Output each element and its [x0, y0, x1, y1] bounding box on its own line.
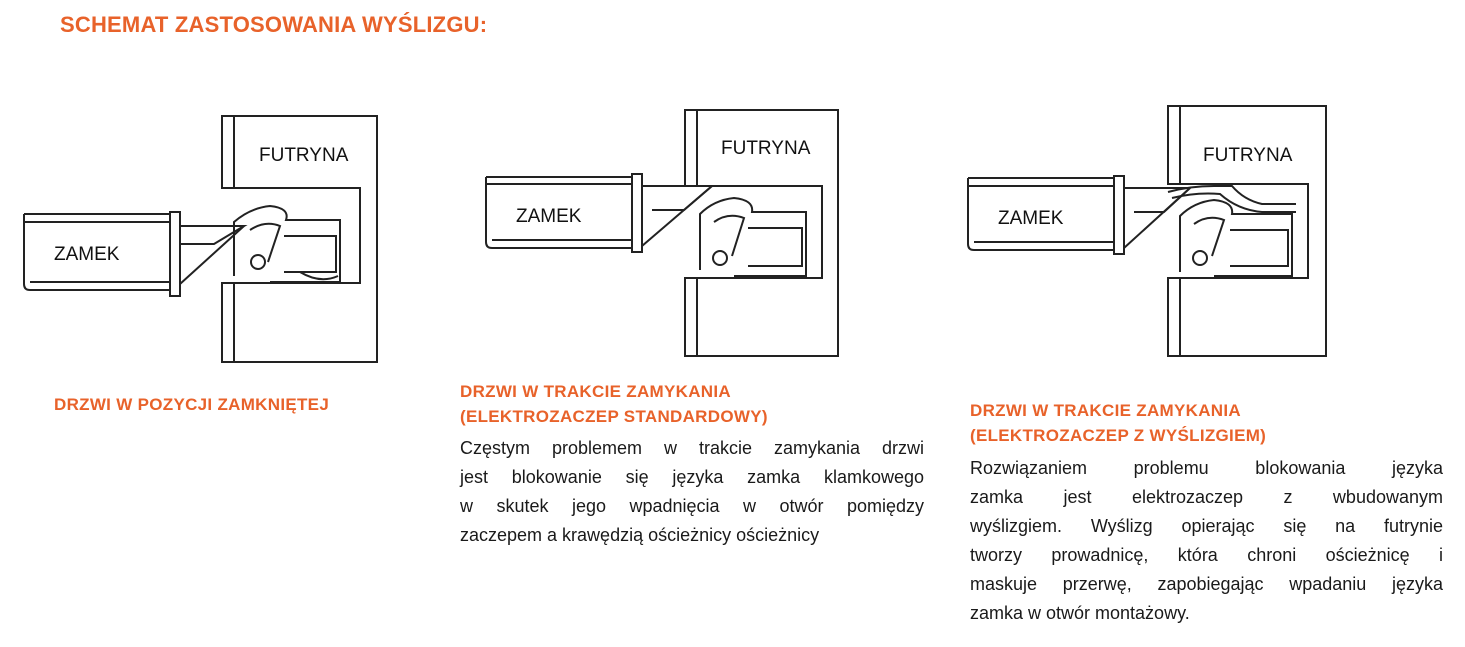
caption-door-closing-standard [460, 379, 768, 429]
description-line: wyślizgiem. Wyślizg opierając się na futrynie [970, 516, 1443, 536]
lock-faceplate [1114, 176, 1124, 254]
lock-label: ZAMEK [998, 208, 1064, 229]
description-line: w skutek jego wpadnięcia w otwór pomiędzy [460, 496, 924, 516]
description-line: tworzy prowadnicę, która chroni ościeżnicę i [970, 545, 1443, 565]
page-title: SCHEMAT ZASTOSOWANIA WYŚLIZGU: [60, 12, 488, 37]
description-line: zaczepem a krawędzią ościeżnicy ościeżnicy [460, 525, 820, 545]
description-line: zamka w otwór montażowy. [970, 603, 1190, 623]
latch-bolt [1124, 188, 1190, 212]
description-standard [460, 434, 924, 550]
lock-label: ZAMEK [516, 206, 582, 227]
caption-door-closed [54, 392, 329, 417]
description-slide [970, 454, 1443, 628]
description-line: jest blokowanie się języka zamka klamkowego [460, 467, 924, 487]
caption-line: (ELEKTROZACZEP Z WYŚLIZGIEM) [970, 426, 1267, 445]
frame-label: FUTRYNA [259, 145, 349, 166]
caption-line: DRZWI W TRAKCIE ZAMYKANIA [460, 382, 731, 401]
caption-line: DRZWI W POZYCJI ZAMKNIĘTEJ [54, 395, 330, 414]
frame-label: FUTRYNA [1203, 145, 1293, 166]
lock-label: ZAMEK [54, 244, 120, 265]
strike-roller [1193, 251, 1207, 265]
caption-line: (ELEKTROZACZEP STANDARDOWY) [460, 407, 768, 426]
description-line: maskuje przerwę, zapobiegając wpadaniu języka [970, 574, 1443, 594]
caption-line: DRZWI W TRAKCIE ZAMYKANIA [970, 401, 1241, 420]
frame-label: FUTRYNA [721, 138, 811, 159]
description-line: zamka jest elektrozaczep z wbudowanym [970, 487, 1443, 507]
caption-door-closing-slide [970, 398, 1266, 448]
description-line: Częstym problemem w trakcie zamykania drzwi [460, 438, 924, 458]
description-line: Rozwiązaniem problemu blokowania języka [970, 458, 1443, 478]
